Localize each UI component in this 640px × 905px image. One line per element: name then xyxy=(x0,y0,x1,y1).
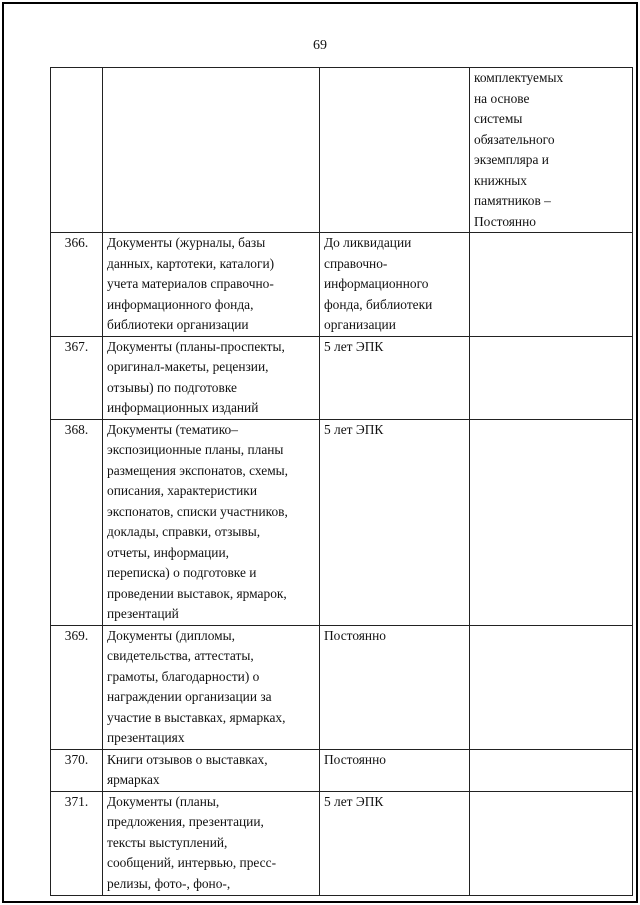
page-number: 69 xyxy=(313,38,327,53)
retention-term: Постоянно xyxy=(320,749,470,791)
row-number: 366. xyxy=(51,233,103,337)
document-title xyxy=(103,68,320,233)
table-row xyxy=(51,791,633,895)
note xyxy=(470,625,633,749)
scan-border-bottom xyxy=(2,901,638,903)
document-title: Документы (журналы, базы данных, картотеки, каталоги) учета материалов справочно- информационного фонда, библиотеки организации xyxy=(103,233,320,337)
document-title: Документы (планы, предложения, презентации, тексты выступлений, сообщений, интервью, пресс- релизы, фото-, фоно-, xyxy=(103,791,320,895)
note xyxy=(470,791,633,895)
scan-border-top xyxy=(2,2,638,4)
table-row xyxy=(51,419,633,625)
scan-border-left xyxy=(2,2,4,903)
note xyxy=(470,749,633,791)
table-row xyxy=(51,336,633,419)
table-row xyxy=(51,625,633,749)
row-number: 370. xyxy=(51,749,103,791)
scan-border-right xyxy=(636,2,638,903)
document-title: Книги отзывов о выставках, ярмарках xyxy=(103,749,320,791)
note xyxy=(470,419,633,625)
note xyxy=(470,233,633,337)
row-number: 371. xyxy=(51,791,103,895)
retention-term: До ликвидации справочно- информационного фонда, библиотеки организации xyxy=(320,233,470,337)
note xyxy=(470,336,633,419)
document-title: Документы (планы-проспекты, оригинал-макеты, рецензии, отзывы) по подготовке информационных изданий xyxy=(103,336,320,419)
row-number: 368. xyxy=(51,419,103,625)
document-title: Документы (тематико– экспозиционные планы, планы размещения экспонатов, схемы, описания, характеристики экспонатов, списки участников, доклады, справки, отзывы, отчеты, информации, переписка) о подготовке и проведении выставок, ярмарок, презентаций xyxy=(103,419,320,625)
retention-term xyxy=(320,68,470,233)
retention-term: Постоянно xyxy=(320,625,470,749)
row-number: 369. xyxy=(51,625,103,749)
table-row xyxy=(51,233,633,337)
document-table xyxy=(50,67,633,896)
note: комплектуемых на основе системы обязательного экземпляра и книжных памятников – Постоянно xyxy=(470,68,633,233)
retention-term: 5 лет ЭПК xyxy=(320,419,470,625)
table-row xyxy=(51,68,633,233)
retention-term: 5 лет ЭПК xyxy=(320,336,470,419)
row-number: 367. xyxy=(51,336,103,419)
document-title: Документы (дипломы, свидетельства, аттестаты, грамоты, благодарности) о награждении организации за участие в выставках, ярмарках, презентациях xyxy=(103,625,320,749)
row-number xyxy=(51,68,103,233)
table-row xyxy=(51,749,633,791)
retention-term: 5 лет ЭПК xyxy=(320,791,470,895)
